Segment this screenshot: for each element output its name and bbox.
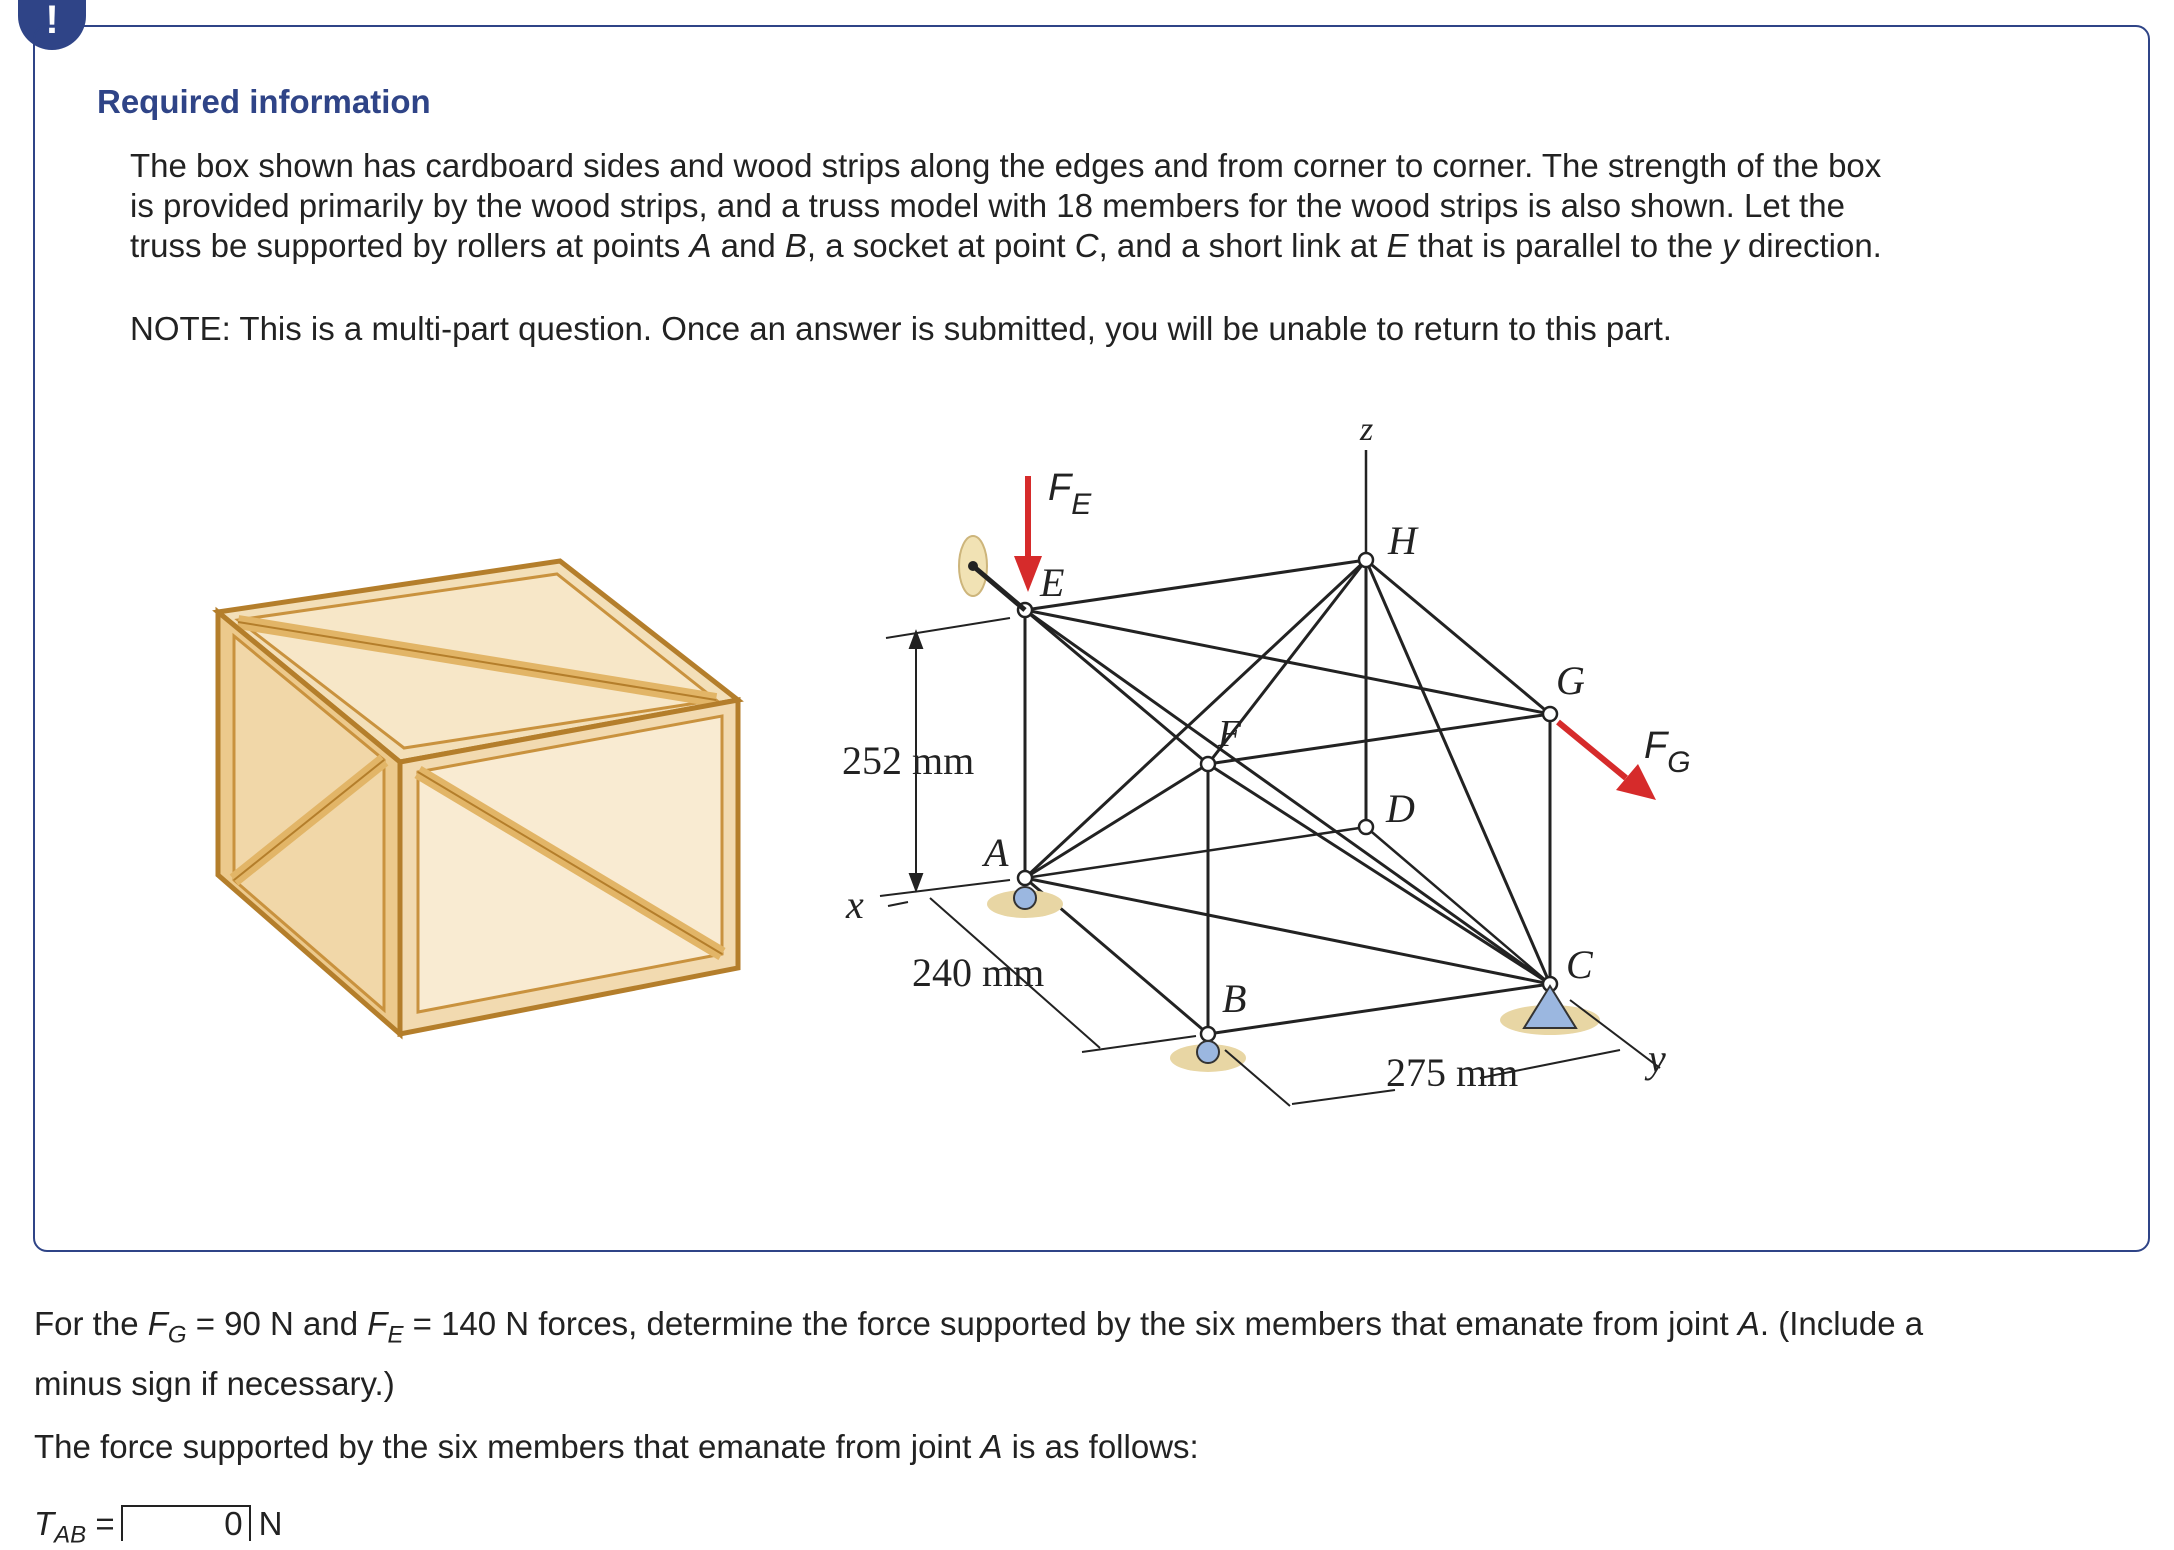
label-B: B <box>1222 976 1247 1021</box>
label-FG: $F_G$ <box>1644 725 1691 779</box>
dim-depth: 240 mm <box>912 950 1045 995</box>
question-text: For the $F_G = 90$ N and $F_E = 140$ N forces, determine the force supported by the six members that emanate from joint A. (Include a minus sign if necessary.) <box>34 1305 1924 1402</box>
answer-input-TAB[interactable] <box>121 1505 251 1541</box>
answer-row-TAB <box>34 1505 282 1548</box>
label-H: H <box>1388 518 1417 563</box>
label-z: z <box>1360 411 1374 448</box>
question-subtext: The force supported by the six members that emanate from joint A is as follows: <box>34 1428 1199 1465</box>
label-A: A <box>984 830 1009 875</box>
joint-G <box>1543 707 1557 721</box>
joint-D <box>1359 820 1373 834</box>
joint-H <box>1359 553 1373 567</box>
joint-F <box>1201 757 1215 771</box>
answer-label-TAB: $T_{AB}$ = <box>34 1505 115 1549</box>
statement-line-2: is provided primarily by the wood strips, and a truss model with 18 members for the wood strips is also shown. Let the <box>130 187 1845 224</box>
force-FG-arrow <box>1616 764 1656 800</box>
alert-icon: ! <box>18 0 86 50</box>
statement-line-3: truss be supported by rollers at points A and B, a socket at point C, and a short link at E that is parallel to the y direction. <box>130 227 1882 264</box>
roller-A <box>1014 887 1036 909</box>
statement-line-1: The box shown has cardboard sides and wood strips along the edges and from corner to corner. The strength of the box <box>130 147 1882 184</box>
force-arrows <box>1014 476 1656 800</box>
label-D: D <box>1386 786 1415 831</box>
label-FE: $F_E$ <box>1048 467 1092 521</box>
multipart-note: NOTE: This is a multi-part question. Once an answer is submitted, you will be unable to return to this part. <box>130 310 1672 347</box>
joint-B <box>1201 1027 1215 1041</box>
label-y: y <box>1648 1036 1666 1081</box>
roller-B <box>1197 1041 1219 1063</box>
dim-height: 252 mm <box>842 738 975 783</box>
wood-box-illustration <box>218 561 738 1034</box>
label-E: E <box>1040 560 1065 605</box>
label-C: C <box>1566 942 1593 987</box>
dim-width: 275 mm <box>1386 1050 1519 1095</box>
joint-A <box>1018 871 1032 885</box>
required-info-title: Required information <box>97 83 431 120</box>
force-FE-arrow <box>1014 556 1042 592</box>
figure-labels <box>842 411 1691 1095</box>
truss-model <box>1025 560 1550 1034</box>
answer-unit: N <box>258 1505 283 1542</box>
label-G: G <box>1556 658 1585 703</box>
label-F: F <box>1218 713 1242 755</box>
label-x: x <box>846 882 864 927</box>
